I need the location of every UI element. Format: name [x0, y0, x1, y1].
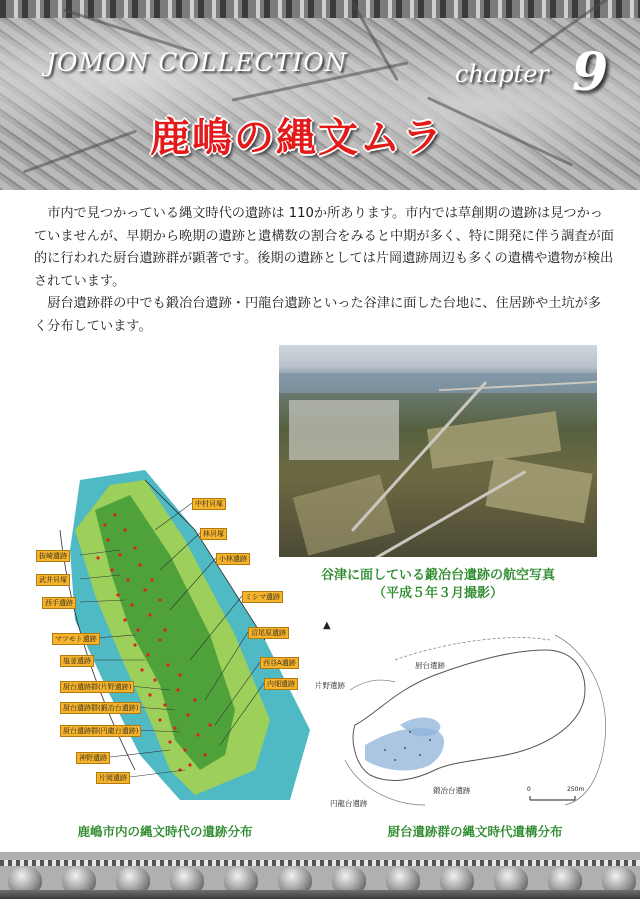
- site-dot: [178, 768, 181, 771]
- site-label-left: 西手遺跡: [42, 597, 76, 609]
- site-label-left: 武井貝塚: [36, 574, 70, 586]
- map-label-kuriyadai: 厨台遺跡: [415, 661, 445, 670]
- site-dot: [196, 733, 199, 736]
- intro-paragraph: 市内で見つかっている縄文時代の遺跡は 110か所あります。市内では草創期の遺跡は見つかっていませんが、早期から晩期の遺跡と遺構数の割合をみると中期が多く、特に開発に伴う調査が面的に行われた厨台遺跡群が顕著です。後期の遺跡としては片岡遺跡周辺も多くの遺構や遺物が検出されています。: [34, 206, 614, 289]
- site-label-left: 抜崎遺跡: [36, 550, 70, 562]
- site-label-right: 内畑遺跡: [264, 678, 298, 690]
- header-banner: [0, 0, 640, 190]
- footer-base: [0, 890, 640, 899]
- photo-field: [485, 457, 592, 524]
- site-dot: [146, 653, 149, 656]
- site-label-left: 厨台遺跡群(片野遺跡): [60, 681, 134, 693]
- site-dot: [150, 578, 153, 581]
- footer-strip: [0, 860, 640, 866]
- stone-crack: [23, 130, 137, 174]
- map-label-katano: 片野遺跡: [315, 681, 345, 690]
- north-arrow-icon: ▲: [323, 620, 331, 631]
- site-dot: [148, 693, 151, 696]
- site-dot: [168, 740, 171, 743]
- footer-border: [0, 852, 640, 899]
- site-dot: [166, 663, 169, 666]
- site-dot: [153, 678, 156, 681]
- collection-title: JOMON COLLECTION: [46, 48, 348, 77]
- site-label-right: 沼尾原遺跡: [248, 627, 289, 639]
- site-label-right: 小林遺跡: [216, 553, 250, 565]
- site-label-right: 中村貝塚: [192, 498, 226, 510]
- site-dot: [123, 528, 126, 531]
- site-dot: [130, 603, 133, 606]
- site-dot: [173, 726, 176, 729]
- site-dot: [133, 546, 136, 549]
- scale-label-start: 0: [527, 786, 531, 793]
- site-dot: [163, 628, 166, 631]
- site-label-right: 西谷A遺跡: [260, 657, 299, 669]
- site-label-left: 厨台遺跡群(鍛冶台遺跡): [60, 702, 141, 714]
- site-distribution-map: [20, 470, 320, 810]
- feature-distribution-map: [315, 620, 625, 820]
- site-dot: [106, 538, 109, 541]
- aerial-photo: [279, 345, 597, 557]
- site-dot: [203, 753, 206, 756]
- site-label-left: マツモト遺跡: [52, 633, 100, 645]
- site-dot: [143, 588, 146, 591]
- site-dot: [178, 673, 181, 676]
- photo-town: [289, 400, 399, 460]
- photo-caption-line2: （平成５年３月撮影）: [372, 586, 503, 601]
- site-dot: [118, 553, 121, 556]
- scale-label-end: 250m: [567, 786, 585, 793]
- site-dot: [163, 703, 166, 706]
- site-dot: [148, 613, 151, 616]
- intro-text: [34, 203, 614, 338]
- header-top-border: [0, 0, 640, 18]
- site-dot: [176, 688, 179, 691]
- site-label-right: 林貝塚: [200, 528, 227, 540]
- left-map-caption: 鹿嶋市内の縄文時代の遺跡分布: [77, 824, 253, 839]
- photo-caption: [283, 567, 593, 603]
- site-dot: [126, 578, 129, 581]
- site-dot: [138, 563, 141, 566]
- site-dot: [186, 713, 189, 716]
- photo-caption-line1: 谷津に面している鍛冶台遺跡の航空写真: [320, 568, 555, 583]
- site-dot: [158, 598, 161, 601]
- site-label-right: ミシマ遺跡: [242, 591, 283, 603]
- site-dot: [133, 643, 136, 646]
- page-title: 鹿嶋の縄文ムラ: [150, 114, 444, 161]
- site-dot: [136, 628, 139, 631]
- site-dot: [96, 556, 99, 559]
- site-dot: [193, 698, 196, 701]
- site-dot: [158, 718, 161, 721]
- site-label-left: 厨台遺跡群(円龍台遺跡): [60, 725, 141, 737]
- intro-paragraph: 厨台遺跡群の中でも鍛冶台遺跡・円龍台遺跡といった谷津に面した台地に、住居跡や土坑が多く分布しています。: [34, 296, 602, 334]
- site-dot: [188, 763, 191, 766]
- site-dot: [140, 668, 143, 671]
- site-dot: [110, 568, 113, 571]
- stone-crack: [427, 96, 573, 166]
- site-label-left: 塩釜遺跡: [60, 655, 94, 667]
- site-dot: [158, 638, 161, 641]
- map-label-enryudai: 円龍台遺跡: [330, 799, 368, 808]
- site-label-left: 神野遺跡: [76, 752, 110, 764]
- site-dot: [123, 618, 126, 621]
- site-dot: [116, 593, 119, 596]
- site-dot: [113, 513, 116, 516]
- right-map-caption: 厨台遺跡群の縄文時代遺構分布: [387, 824, 563, 839]
- map-label-kajidai: 鍛冶台遺跡: [433, 786, 471, 795]
- site-label-left: 片岡遺跡: [96, 772, 130, 784]
- site-dot: [183, 748, 186, 751]
- site-dot: [208, 723, 211, 726]
- chapter-label: chapter: [455, 60, 549, 88]
- site-dot: [103, 523, 106, 526]
- chapter-number: 9: [572, 42, 609, 103]
